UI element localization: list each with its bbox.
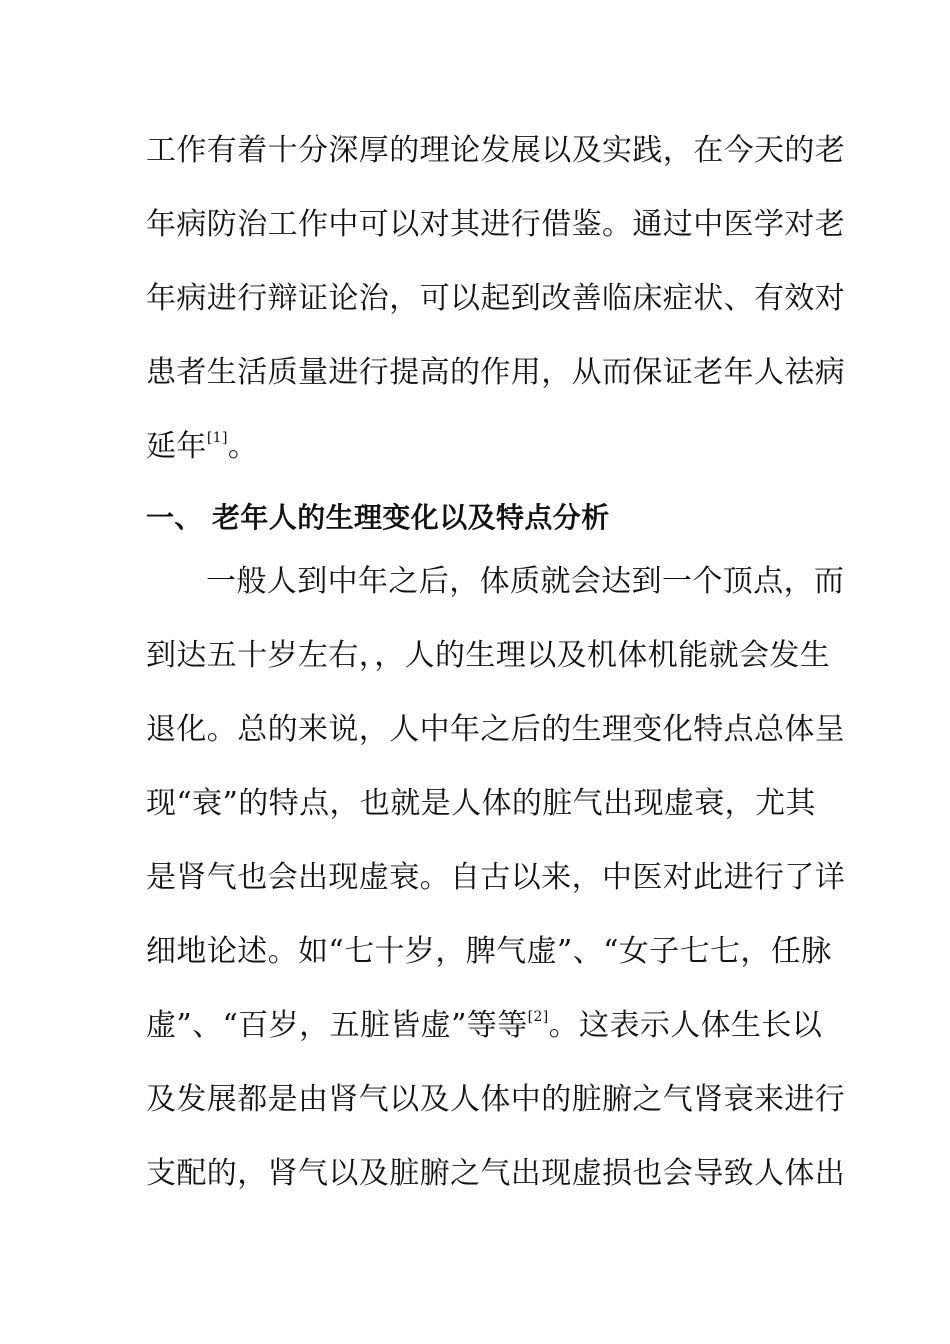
- heading-number: 一、: [146, 501, 203, 534]
- text-segment: 虚”、“百岁，五脏皆虚”等等: [146, 1008, 528, 1043]
- text-line: 一般人到中年之后，体质就会达到一个顶点，而: [206, 564, 845, 599]
- text-line: 及发展都是由肾气以及人体中的脏腑之气肾衰来进行: [146, 1082, 846, 1117]
- text-line: 支配的，肾气以及脏腑之气出现虚损也会导致人体出: [146, 1156, 846, 1191]
- text-line: 年病防治工作中可以对其进行借鉴。通过中医学对老: [146, 207, 846, 242]
- text-line: 退化。总的来说，人中年之后的生理变化特点总体呈: [146, 712, 846, 747]
- text-segment: 。: [227, 429, 259, 464]
- citation-reference: [1]: [206, 430, 228, 446]
- heading-text: 老年人的生理变化以及特点分析: [212, 501, 610, 534]
- text-segment: 延年: [146, 429, 207, 464]
- text-line: [146, 429, 806, 465]
- text-segment: 。这表示人体生长以: [548, 1008, 823, 1043]
- text-line: 现“衰”的特点，也就是人体的脏气出现虚衰，尤其: [146, 786, 816, 821]
- text-line: 年病进行辩证论治，可以起到改善临床症状、有效对: [146, 281, 846, 316]
- section-heading: [146, 500, 806, 536]
- text-line: 是肾气也会出现虚衰。自古以来，中医对此进行了详: [146, 860, 846, 895]
- text-line: [146, 1008, 823, 1044]
- citation-reference: [2]: [527, 1009, 549, 1025]
- text-line: 患者生活质量进行提高的作用，从而保证老年人祛病: [146, 355, 846, 390]
- text-line: 到达五十岁左右，，人的生理以及机体机能就会发生: [146, 638, 831, 673]
- text-line: 细地论述。如“七十岁，脾气虚”、“女子七七，任脉: [146, 934, 832, 969]
- text-line: 工作有着十分深厚的理论发展以及实践，在今天的老: [146, 133, 846, 168]
